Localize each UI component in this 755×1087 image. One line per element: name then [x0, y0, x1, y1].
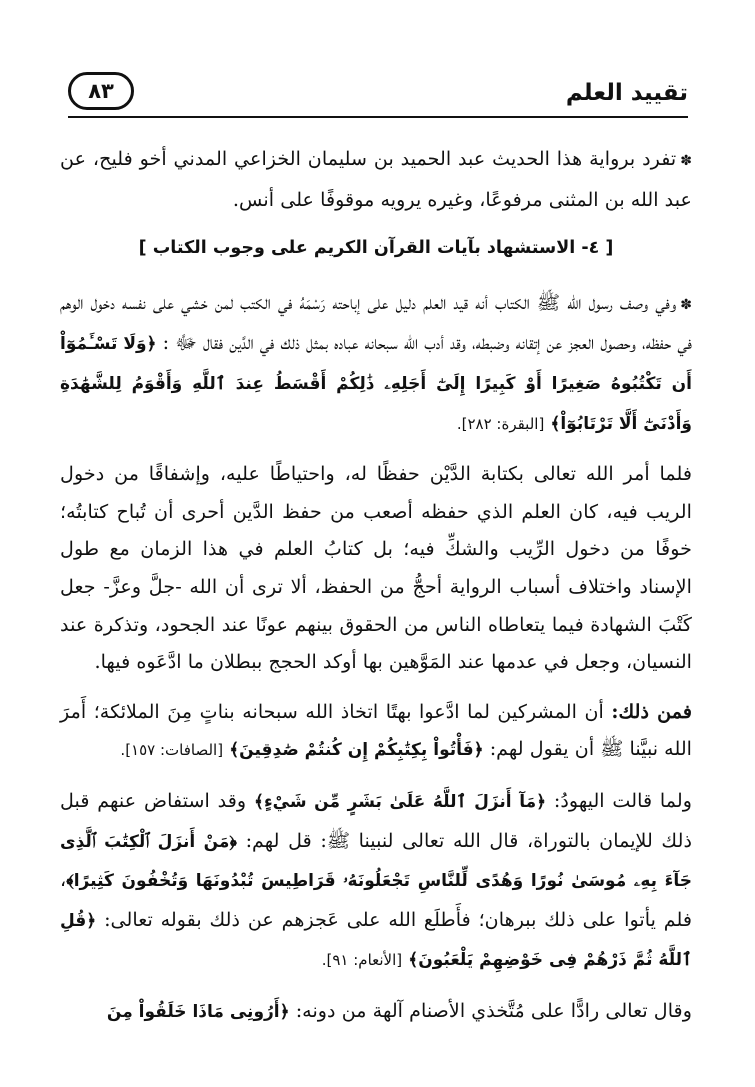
quran-verse: ﴿فَأْتُواْ بِكِتَٰبِكُمْ إِن كُنتُمْ صَٰدِقِينَ﴾ — [229, 740, 484, 761]
section-heading: [ ٤- الاستشهاد بآيات القرآن الكريم على وجوب الكتاب ] — [138, 238, 614, 259]
page-body — [60, 140, 692, 1043]
quran-verse: ﴿أَرُونِى مَاذَا خَلَقُواْ مِنَ — [106, 1001, 290, 1022]
quran-verse: ﴿قُلِ ٱللَّهُ ثُمَّ ذَرْهُمْ فِى خَوْضِهِمْ يَلْعَبُونَ﴾ — [60, 910, 692, 971]
paragraph-lead: فمن ذلك: — [611, 699, 692, 723]
running-title: تقييد العلم — [565, 80, 688, 106]
paragraph-1: ✽تفرد برواية هذا الحديث عبد الحميد بن سليمان الخزاعي المدني أخو فليح، عن عبد الله بن المثنى مرفوعًا، وغيره يرويه موقوفًا على أنس. — [60, 147, 692, 211]
paragraph-5: ولما قالت اليهودُ: ﴿مَآ أَنزَلَ ٱللَّهُ عَلَىٰ بَشَرٍ مِّن شَيْءٍ﴾ وقد استفاض عنهم قبل ذلك للإيمان بالتوراة، قال الله تعالى لنبينا ﷺ: قل لهم: ﴿مَنْ أَنزَلَ ٱلْكِتَٰبَ ٱلَّذِى جَآءَ بِهِۦ مُوسَىٰ نُورًا وَهُدًى لِّلنَّاسِ تَجْعَلُونَهُۥ قَرَاطِيسَ تُبْدُونَهَا وَتُخْفُونَ كَثِيرًا﴾، فلم يأتوا على ذلك ببرهان؛ فأَطلَع الله على عَجزهم عن ذلك بقوله تعالى: ﴿قُلِ ٱللَّهُ ثُمَّ ذَرْهُمْ فِى خَوْضِهِمْ يَلْعَبُونَ﴾ [الأنعام: ٩١]. — [60, 788, 692, 971]
paragraph-4: فمن ذلك: أن المشركين لما ادَّعوا بهتًا اتخاذ الله سبحانه بناتٍ مِنَ الملائكة؛ أَمرَ الله نبيَّنا ﷺ أن يقول لهم: ﴿فَأْتُواْ بِكِتَٰبِكُمْ إِن كُنتُمْ صَٰدِقِينَ﴾ [الصافات: ١٥٧]. — [60, 699, 692, 761]
verse-reference: [الأنعام: ٩١]. — [321, 951, 403, 970]
quran-verse: ﴿مَنْ أَنزَلَ ٱلْكِتَٰبَ ٱلَّذِى جَآءَ بِهِۦ مُوسَىٰ نُورًا وَهُدًى لِّلنَّاسِ تَجْعَلُونَهُۥ قَرَاطِيسَ تُبْدُونَهَا وَتُخْفُونَ كَثِيرًا﴾ — [60, 831, 692, 892]
verse-reference: [الصافات: ١٥٧]. — [120, 741, 224, 760]
asterisk-icon: ✽ — [680, 153, 692, 169]
header-divider — [68, 116, 688, 118]
paragraph-2: ✽وفي وصف رسول الله ﷺ الكتاب أنه قيد العلم دليل على إباحته رَسْمَهُ في الكتب لمن خشي على نفسه دخول الوهم في حفظه، وحصول العجز عن إتقانه وضبطه، وقد أدب الله سبحانه عباده بمثل ذلك في الدَّين فقال ﷻ : ﴿وَلَا تَسْـَٔمُوٓاْ أَن تَكْتُبُوهُ صَغِيرًا أَوْ كَبِيرًا إِلَىٰٓ أَجَلِهِۦ ذَٰلِكُمْ أَقْسَطُ عِندَ ٱللَّهِ وَأَقْوَمُ لِلشَّهَٰدَةِ وَأَدْنَىٰٓ أَلَّا تَرْتَابُوٓاْ﴾ [البقرة: ٢٨٢]. — [60, 290, 692, 434]
quran-verse: ﴿وَلَا تَسْـَٔمُوٓاْ أَن تَكْتُبُوهُ صَغِيرًا أَوْ كَبِيرًا إِلَىٰٓ أَجَلِهِۦ ذَٰلِكُمْ أَقْسَطُ عِندَ ٱللَّهِ وَأَقْوَمُ لِلشَّهَٰدَةِ وَأَدْنَىٰٓ أَلَّا تَرْتَابُوٓاْ﴾ — [60, 334, 692, 434]
verse-reference: [البقرة: ٢٨٢]. — [456, 414, 545, 433]
quran-verse: ﴿مَآ أَنزَلَ ٱللَّهُ عَلَىٰ بَشَرٍ مِّن شَيْءٍ﴾ — [254, 791, 547, 812]
page-number-badge: ٨٣ — [68, 72, 134, 110]
asterisk-icon: ✽ — [680, 296, 692, 313]
paragraph-3: فلما أمر الله تعالى بكتابة الدَّيْن حفظًا له، واحتياطًا عليه، وإشفاقًا من دخول الريب فيه، كان العلم الذي حفظه أصعب من حفظ الدَّين أحرى أن تُباح كتابتُه؛ خوفًا من دخول الرِّيب والشكِّ فيه؛ بل كتابُ العلم في هذا الزمان مع طول الإسناد واختلاف أسباب الرواية أحجُّ من الحفظ، ألا ترى أن الله -جلَّ وعزَّ- جعل كَتْبَ الشهادة فيما يتعاطاه الناس من الحقوق بينهم عونًا عند الجحود، وتذكرة عند النسيان، وجعل في عدمها عند المَوَّهين بها أوكد الحجج ببطلان ما ادَّعَوه فيها. — [60, 462, 692, 674]
paragraph-6: وقال تعالى رادًّا على مُتَّخذي الأصنام آلهة من دونه: ﴿أَرُونِى مَاذَا خَلَقُواْ مِنَ — [106, 998, 692, 1022]
page-header — [68, 70, 688, 120]
